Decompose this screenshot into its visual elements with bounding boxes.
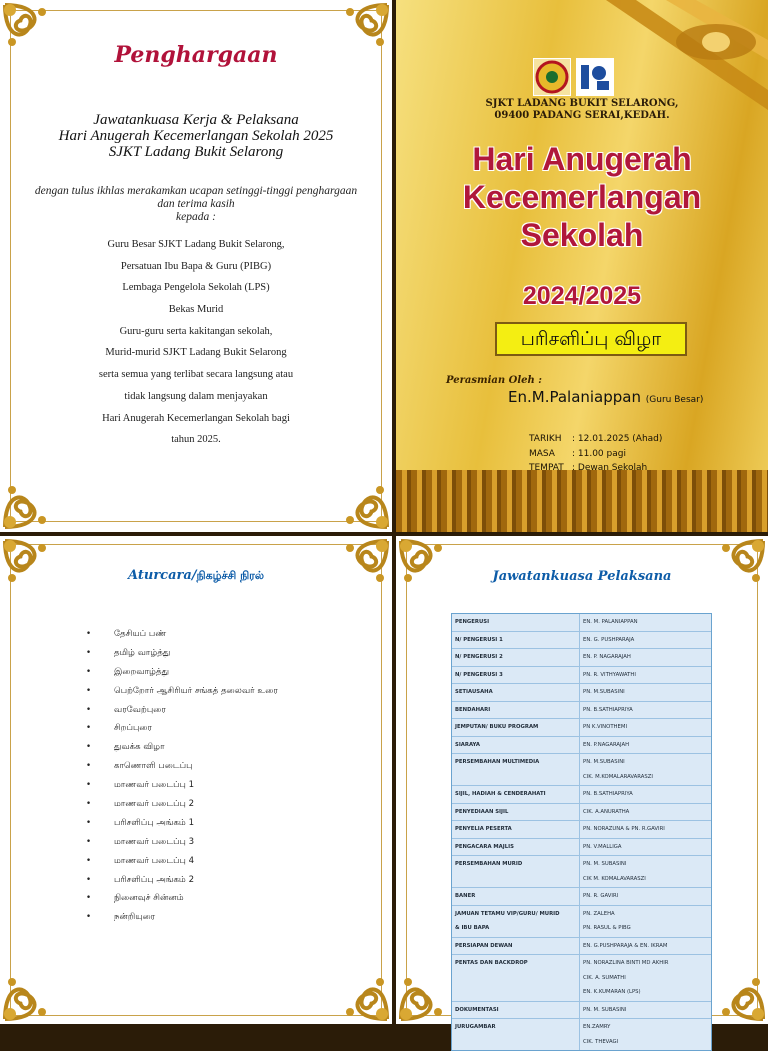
programme-item: • நன்றியுரை <box>86 908 278 927</box>
names-cell: EN. P. NAGARAJAH <box>583 654 631 660</box>
table-row <box>452 804 711 822</box>
heading-line: Hari Anugerah Kecemerlangan Sekolah 2025 <box>58 128 334 144</box>
table-row <box>452 754 711 786</box>
programme-page <box>0 536 392 1024</box>
role-cell: SETIAUSAHA <box>452 684 580 701</box>
recipient-line: tahun 2025. <box>171 434 221 446</box>
programme-title-tamil: நிகழ்ச்சி நிரல் <box>196 569 264 582</box>
programme-item: • பெற்றோர் ஆசிரியர் சங்கத் தலைவர் உரை <box>86 682 278 701</box>
programme-title-latin: Aturcara/ <box>128 568 197 583</box>
table-row <box>452 667 711 685</box>
names-cell: PN. NORAZLINA BINTI MD AKHIR CIK. A. SUMATHI EN. K.KUMARAN (LPS) <box>583 960 669 995</box>
programme-item: • தேசியப் பண் <box>86 625 278 644</box>
role-cell: DOKUMENTASI <box>452 1002 580 1019</box>
table-row <box>452 737 711 755</box>
role-cell: BANER <box>452 888 580 905</box>
role-cell: PERSEMBAHAN MURID <box>452 856 580 887</box>
anniversary-25-logo <box>576 58 614 96</box>
programme-item: • வரவேற்புரை <box>86 701 278 720</box>
recipient-line: Lembaga Pengelola Sekolah (LPS) <box>122 282 270 294</box>
recipient-line: Murid-murid SJKT Ladang Bukit Selarong <box>105 347 287 359</box>
names-cell: PN. NORAZUNA & PN. R.GAVIRI <box>583 826 665 832</box>
role-cell: N/ PENGERUSI 3 <box>452 667 580 684</box>
appreciation-title: Penghargaan <box>114 42 278 68</box>
names-cell: PN. M.SUBASINI <box>583 689 625 695</box>
names-cell: PN. M. SUBASINI CIK M. KOMALAVARASZI <box>583 861 646 882</box>
bullet-icon: • <box>86 780 92 791</box>
names-cell: PN. V.MALLIGA <box>583 843 622 850</box>
programme-item: • பரிசளிப்பு அங்கம் 1 <box>86 814 278 833</box>
ornate-corner-icon <box>698 536 768 606</box>
table-row <box>452 786 711 804</box>
role-cell: PENGACARA MAJLIS <box>452 839 580 856</box>
role-cell: PENGERUSI <box>452 614 580 631</box>
table-row <box>452 649 711 667</box>
role-cell: PENYELIA PESERTA <box>452 821 580 838</box>
officiant <box>508 388 703 406</box>
programme-item: • மாணவர் படைப்பு 3 <box>86 833 278 852</box>
committee-table <box>451 613 712 1051</box>
names-cell: PN. B.SATHIAPRIYA <box>583 791 633 797</box>
event-details <box>529 432 662 476</box>
school-crest-logo <box>533 58 571 96</box>
table-row <box>452 1019 711 1050</box>
role-cell: JURUGAMBAR <box>452 1019 580 1050</box>
ornate-corner-icon <box>0 462 70 532</box>
bullet-icon: • <box>86 799 92 810</box>
programme-item: • மாணவர் படைப்பு 2 <box>86 795 278 814</box>
bullet-icon: • <box>86 836 92 847</box>
officiant-role: (Guru Besar) <box>645 395 704 405</box>
table-row <box>452 888 711 906</box>
role-cell: JEMPUTAN/ BUKU PROGRAM <box>452 719 580 736</box>
bullet-icon: • <box>86 704 92 715</box>
appreciation-page <box>0 0 392 532</box>
role-cell: PERSEMBAHAN MULTIMEDIA <box>452 754 580 785</box>
names-cell: EN. P.NAGARAJAH <box>583 741 630 748</box>
ornate-corner-icon <box>396 536 466 606</box>
event-title-line: Hari Anugerah <box>472 141 692 177</box>
event-title <box>396 140 768 254</box>
officiant-name: En.M.Palaniappan <box>508 388 641 406</box>
table-row <box>452 632 711 650</box>
role-cell: BENDAHARI <box>452 702 580 719</box>
programme-item: • காணொளி படைப்பு <box>86 757 278 776</box>
table-row <box>452 614 711 632</box>
names-cell: PN. ZALEHA PN. RASUL & PIBG <box>583 910 631 931</box>
programme-item: • மாணவர் படைப்பு 1 <box>86 776 278 795</box>
event-year: 2024/2025 <box>522 282 642 310</box>
bullet-icon: • <box>86 817 92 828</box>
school-address <box>396 98 768 122</box>
ornate-corner-icon <box>0 954 70 1024</box>
committee-title: Jawatankuasa Pelaksana <box>492 569 672 584</box>
committee-page <box>396 536 768 1045</box>
role-cell: PENYEDIAAN SIJIL <box>452 804 580 821</box>
ornate-corner-icon <box>0 0 70 70</box>
role-cell: N/ PENGERUSI 2 <box>452 649 580 666</box>
names-cell: EN. G. PUSHPARAJA <box>583 636 635 643</box>
bullet-icon: • <box>86 629 92 639</box>
bullet-icon: • <box>86 685 92 696</box>
role-cell: JAMUAN TETAMU VIP/GURU/ MURID & IBU BAPA <box>452 906 580 937</box>
names-cell: PN K.VINOTHEMI <box>583 724 628 730</box>
detail-time: MASA : 11.00 pagi <box>529 448 626 459</box>
table-row <box>452 702 711 720</box>
table-row <box>452 719 711 737</box>
recipient-line: Hari Anugerah Kecemerlangan Sekolah bagi <box>102 412 290 424</box>
table-row <box>452 955 711 1002</box>
cover-page <box>396 0 768 532</box>
table-row <box>452 906 711 938</box>
names-cell: PN. M. SUBASINI <box>583 1006 627 1013</box>
table-row <box>452 684 711 702</box>
names-cell: PN. M.SUBASINI CIK. M.KOMALARAVARASZI <box>583 759 653 780</box>
programme-item: • மாணவர் படைப்பு 4 <box>86 852 278 871</box>
ornate-corner-icon <box>396 954 466 1024</box>
heading-line: SJKT Ladang Bukit Selarong <box>108 144 284 160</box>
programme-item: • துவக்க விழா <box>86 738 278 757</box>
programme-list <box>86 625 278 927</box>
school-line: SJKT LADANG BUKIT SELARONG, <box>485 98 679 109</box>
event-title-line: Kecemerlangan <box>462 179 702 215</box>
ornate-corner-icon <box>322 954 392 1024</box>
recipient-list <box>0 234 392 451</box>
table-row <box>452 839 711 857</box>
intro-line: kepada : <box>176 211 216 223</box>
programme-item: • நினைவுச் சின்னம் <box>86 889 278 908</box>
ornate-corner-icon <box>322 0 392 70</box>
bullet-icon: • <box>86 855 92 866</box>
detail-venue: TEMPAT : Dewan Sekolah <box>529 463 648 473</box>
names-cell: PN. B.SATHIAPRIYA <box>583 706 633 713</box>
role-cell: PERSIAPAN DEWAN <box>452 938 580 955</box>
names-cell: CIK. A.ANURATHA <box>583 808 630 815</box>
bullet-icon: • <box>86 647 92 658</box>
role-cell: N/ PENGERUSI 1 <box>452 632 580 649</box>
recipient-line: tidak langsung dalam menjayakan <box>124 390 268 402</box>
role-cell: PENTAS DAN BACKDROP <box>452 955 580 1001</box>
bullet-icon: • <box>86 761 92 772</box>
table-row <box>452 821 711 839</box>
bullet-icon: • <box>86 742 92 753</box>
bullet-icon: • <box>86 874 92 885</box>
recipient-line: Guru-guru serta kakitangan sekolah, <box>119 325 273 337</box>
bullet-icon: • <box>86 893 92 904</box>
officiated-by-label: Perasmian Oleh : <box>446 375 542 386</box>
school-line: 09400 PADANG SERAI,KEDAH. <box>494 110 670 121</box>
role-cell: SIARAYA <box>452 737 580 754</box>
role-cell: SIJIL, HADIAH & CENDERAHATI <box>452 786 580 803</box>
bullet-icon: • <box>86 912 92 923</box>
ornate-corner-icon <box>322 536 392 606</box>
names-cell: EN. G.PUSHPARAJA & EN. IKRAM <box>583 942 668 949</box>
programme-item: • இறைவாழ்த்து <box>86 663 278 682</box>
table-row <box>452 938 711 956</box>
names-cell: PN. R. GAVIRI <box>583 893 619 899</box>
gold-floral-band <box>396 470 768 532</box>
tamil-title-box: பரிசளிப்பு விழா <box>495 322 687 356</box>
ornate-corner-icon <box>322 462 392 532</box>
recipient-line: Persatuan Ibu Bapa & Guru (PIBG) <box>120 260 272 272</box>
recipient-line: Bekas Murid <box>168 304 224 316</box>
bullet-icon: • <box>86 723 92 734</box>
heading-line: Jawatankuasa Kerja & Pelaksana <box>93 112 299 128</box>
programme-item: • சிறப்புரை <box>86 719 278 738</box>
names-cell: EN.ZAMRY CIK. THEVAGI <box>583 1024 619 1045</box>
table-row <box>452 856 711 888</box>
ornate-corner-icon <box>0 536 70 606</box>
names-cell: PN. R. VITHYAWATHI <box>583 671 636 678</box>
ornate-corner-icon <box>698 954 768 1024</box>
names-cell: EN. M. PALANIAPPAN <box>583 619 638 625</box>
programme-item: • பரிசளிப்பு அங்கம் 2 <box>86 871 278 890</box>
appreciation-intro <box>10 185 382 224</box>
programme-item: • தமிழ் வாழ்த்து <box>86 644 278 663</box>
intro-line: dan terima kasih <box>157 198 235 210</box>
intro-line: dengan tulus ikhlas merakamkan ucapan setinggi-tinggi penghargaan <box>34 185 358 197</box>
bullet-icon: • <box>86 666 92 677</box>
detail-date: TARIKH : 12.01.2025 (Ahad) <box>529 434 663 444</box>
recipient-line: Guru Besar SJKT Ladang Bukit Selarong, <box>107 239 285 250</box>
appreciation-heading <box>0 112 392 160</box>
recipient-line: serta semua yang terlibat secara langsung atau <box>98 369 294 381</box>
event-title-line: Sekolah <box>520 217 644 253</box>
table-row <box>452 1002 711 1020</box>
